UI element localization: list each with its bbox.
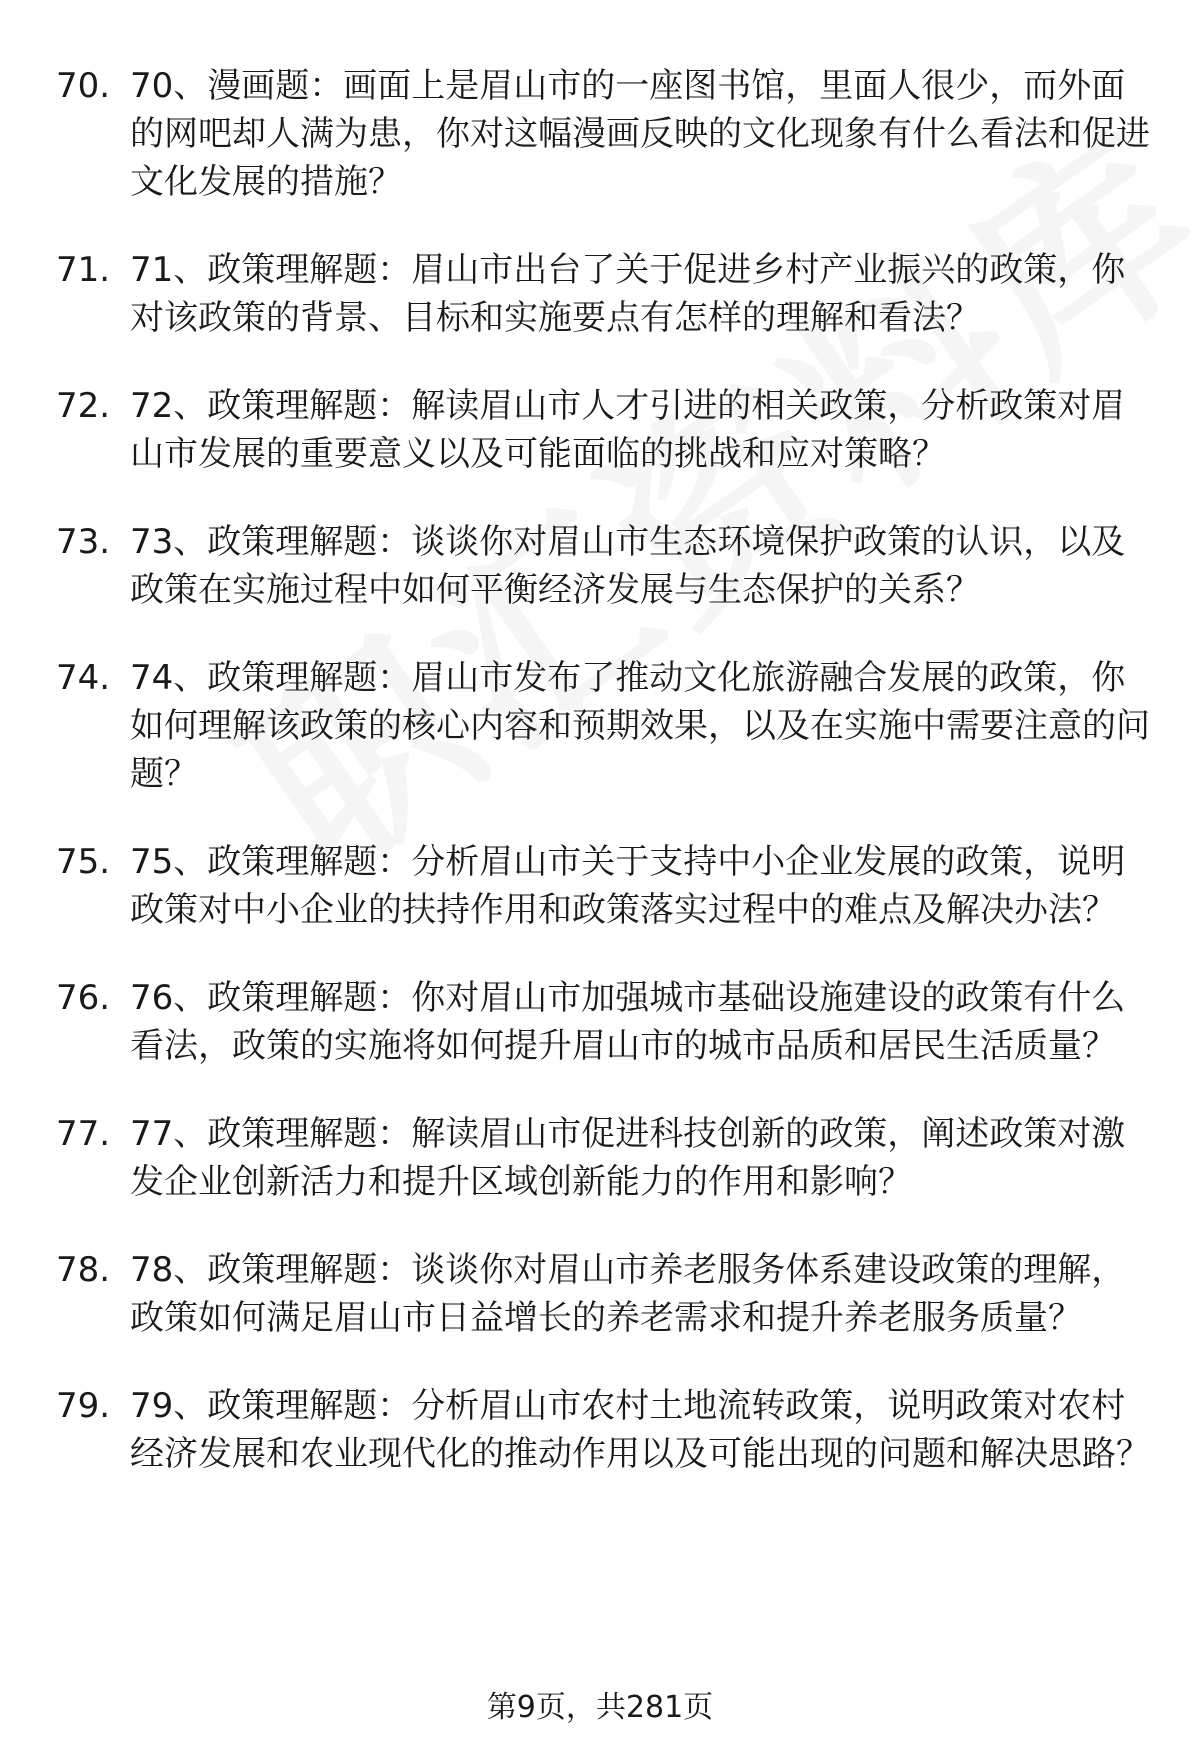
question-text: 74、政策理解题：眉山市发布了推动文化旅游融合发展的政策，你如何理解该政策的核心内容和预期效果，以及在实施中需要注意的问题？ — [130, 658, 1150, 794]
question-number: 70. — [56, 66, 111, 106]
question-item — [0, 246, 1200, 342]
question-text: 73、政策理解题：谈谈你对眉山市生态环境保护政策的认识，以及政策在实施过程中如何平衡经济发展与生态保护的关系？ — [130, 522, 1126, 610]
question-item — [0, 1110, 1200, 1206]
question-number: 75. — [56, 842, 111, 882]
question-item — [0, 518, 1200, 614]
question-number: 72. — [56, 386, 111, 426]
page-number-footer: 第9页，共281页 — [486, 1690, 714, 1725]
question-number: 79. — [56, 1386, 111, 1426]
question-number: 76. — [56, 978, 111, 1018]
question-list — [0, 62, 1200, 1518]
question-text: 75、政策理解题：分析眉山市关于支持中小企业发展的政策，说明政策对中小企业的扶持作用和政策落实过程中的难点及解决办法？ — [130, 842, 1126, 930]
question-item — [0, 838, 1200, 934]
question-item — [0, 654, 1200, 798]
question-number: 77. — [56, 1114, 111, 1154]
question-number: 78. — [56, 1250, 111, 1290]
question-text: 70、漫画题：画面上是眉山市的一座图书馆，里面人很少，而外面的网吧却人满为患，你对这幅漫画反映的文化现象有什么看法和促进文化发展的措施？ — [130, 66, 1150, 202]
question-text: 77、政策理解题：解读眉山市促进科技创新的政策，阐述政策对激发企业创新活力和提升区域创新能力的作用和影响？ — [130, 1114, 1126, 1202]
question-number: 71. — [56, 250, 111, 290]
question-item — [0, 1382, 1200, 1478]
question-text: 78、政策理解题：谈谈你对眉山市养老服务体系建设政策的理解，政策如何满足眉山市日益增长的养老需求和提升养老服务质量？ — [130, 1250, 1126, 1338]
question-text: 79、政策理解题：分析眉山市农村土地流转政策，说明政策对农村经济发展和农业现代化的推动作用以及可能出现的问题和解决思路？ — [130, 1386, 1150, 1474]
question-item — [0, 974, 1200, 1070]
question-text: 76、政策理解题：你对眉山市加强城市基础设施建设的政策有什么看法，政策的实施将如何提升眉山市的城市品质和居民生活质量？ — [130, 978, 1126, 1066]
question-number: 73. — [56, 522, 111, 562]
question-item — [0, 1246, 1200, 1342]
question-text: 72、政策理解题：解读眉山市人才引进的相关政策，分析政策对眉山市发展的重要意义以及可能面临的挑战和应对策略？ — [130, 386, 1126, 474]
question-number: 74. — [56, 658, 111, 698]
question-item — [0, 62, 1200, 206]
question-text: 71、政策理解题：眉山市出台了关于促进乡村产业振兴的政策，你对该政策的背景、目标和实施要点有怎样的理解和看法？ — [130, 250, 1126, 338]
question-item — [0, 382, 1200, 478]
